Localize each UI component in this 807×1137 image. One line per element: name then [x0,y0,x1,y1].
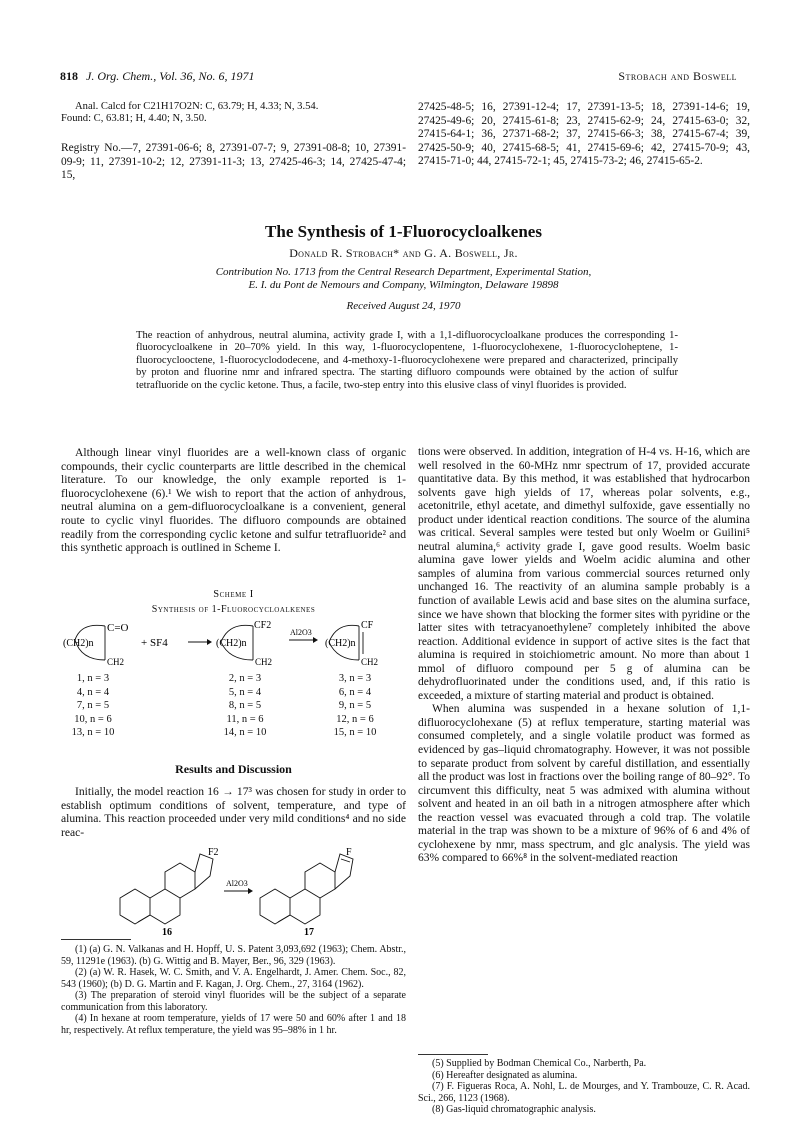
compound-entry: 5, n = 4 [228,686,262,698]
footnote-rule-right [418,1054,488,1055]
compound-entry: 7, n = 5 [76,700,110,711]
compound-entry: 13, n = 10 [71,727,115,738]
received-date: Received August 24, 1970 [346,300,461,312]
ketone-structure [63,622,129,667]
footnotes-right [418,1058,750,1116]
compound-entry: 4, n = 4 [76,686,110,698]
steroid-catalyst: Al2O3 [226,879,248,888]
compound-entry: 1, n = 3 [76,673,110,684]
arrow-1 [188,639,212,645]
steroid-17 [260,854,353,924]
arrow-2 [289,628,318,643]
f-label: F [346,847,352,858]
page-number: 818 [60,69,78,83]
compound-entry: 9, n = 5 [338,700,372,711]
steroid-16 [120,854,213,924]
results-paragraph [61,785,406,839]
running-header-left [60,69,255,84]
compound-entry: 8, n = 5 [228,700,262,711]
right-paragraph-2: When alumina was suspended in a hexane solution of 1,1-difluorocyclohexane (5) at reflux temperature, starting material was consumed completely, and a single volatile product was formed as evidenced by gas–liquid chromatography. However, it was not possible to separate product from solvent by careful distillation, and essentially all the product was lost in fractions over the boiling range of 80–92°. To circumvent this difficulty, neat 5 was admixed with alumina without solvent and heated in an oil bath in a nitrogen atmosphere after which the reaction vessel was evacuated through a cold trap. The volatile material in the trap was shown to be a mixture of 96% of 6 and 4% of cyclohexene by nmr, mass spectrum, and glc analysis. The yield was 63% compared to 66%⁸ in the solvent-mediated reaction [418,703,750,865]
footnote-2: (2) (a) W. R. Hasek, W. C. Smith, and V. A. Engelhardt, J. Amer. Chem. Soc., 82, 543 (1960); (b) D. G. Martin and F. Kagan, J. Org. Chem., 27, 3164 (1962). [61,967,406,990]
article-title: The Synthesis of 1-Fluorocycloalkenes [265,222,542,241]
running-header-authors: Strobach and Boswell [618,69,737,83]
abstract: The reaction of anhydrous, neutral alumina, activity grade I, with a 1,1-difluorocycloalkane produces the corresponding 1-fluorocycloalkene in 20–70% yield. In this way, 1-fluorocyclopentene, 1-fluorocyclohexene, 1-fluorocycloheptene, 1-fluorocyclooctene, 1-fluorocyclododecene, and 4-methoxy-1-fluorocyclohexene were prepared and characterized, principally by proton and fluorine nmr and infrared spectra. The starting difluoro compounds were obtained by the action of sulfur tetrafluoride on the cyclic ketone. Thus, a facile, two-step entry into this elusive class of vinyl fluorides is provided. [136,330,678,391]
footnote-7: (7) F. Figueras Roca, A. Nohl, L. de Mourges, and Y. Trambouze, C. R. Acad. Sci., 266, 1123 (1968). [418,1081,750,1104]
ch-label: CH2 [361,657,379,667]
compound-entry: 12, n = 6 [336,713,374,725]
label-16: 16 [162,927,172,936]
ch2-label-1: CH2 [107,657,125,667]
article-authors: Donald R. Strobach* and G. A. Boswell, Jr. [289,246,518,260]
analysis-calcd: Anal. Calcd for C21H17O2N: C, 63.79; H, 4.33; N, 3.54. [75,101,319,112]
cf2-label: CF2 [254,620,272,631]
vinyl-fluoride-structure [325,620,378,667]
ring-label-1: (CH2)n [63,638,94,649]
affiliation-line-2: E. I. du Pont de Nemours and Company, Wilmington, Delaware 19898 [248,279,559,291]
reagent-sf4: + SF4 [141,637,168,649]
compound-entry: 3, n = 3 [338,673,372,684]
right-column [418,446,750,866]
compound-entry: 14, n = 10 [223,727,267,738]
right-paragraph-1: tions were observed. In addition, integration of H-4 vs. H-16, which are well resolved in the 60-MHz nmr spectrum of 17, provided accurate quantitative data. By this method, it was established that hydrocarbon solvents gave high yields of 17, whereas polar solvents, e.g., acetonitrile, ethyl acetate, and dimethyl sulfoxide, gave essentially no product under identical reaction conditions. The source of the alumina was critical. Several samples were tested but only Woelm or Guilini⁵ neutral alumina,⁶ activity grade I, gave good results. Woelm basic alumina gave lower yields and Woelm acidic alumina and other samples of alumina from various commercial sources returned only unchanged 16. The reactivity of an alumina sample probably is a function of available Lewis acid and base sites on the alumina surface, since we have shown that blocking the former sites with pyridine or the latter sites with tetracyanoethylene⁷ completely inhibited the above reaction. Additional evidence in support of active sites is the fact that alumina is required in stoichiometric amount. No more than about 1 mmol of difluoro compound per 5 g of alumina can be dehydrofluorinated under the conditions used, and, if this ratio is exceeded, a mixture of starting material and product is obtained. [418,446,750,702]
footnote-1: (1) (a) G. N. Valkanas and H. Hopff, U. S. Patent 3,093,692 (1963); Chem. Abstr., 59, 11291e (1963). (b) G. Wittig and B. Mayer, Ber., 96, 329 (1963). [61,944,406,967]
compound-entry: 15, n = 10 [333,727,377,738]
footnote-5: (5) Supplied by Bodman Chemical Co., Narberth, Pa. [432,1058,647,1069]
intro-paragraph [61,446,406,555]
compound-entry: 11, n = 6 [226,713,264,725]
ring-label-2: (CH2)n [216,638,247,649]
scheme-subtitle: Synthesis of 1-Fluorocycloalkenes [151,604,316,615]
ketone-label: C=O [107,622,129,634]
registry-continuation: 27425-48-5; 16, 27391-12-4; 17, 27391-13-5; 18, 27391-14-6; 19, 27425-49-6; 20, 27415-61-8; 23, 27415-62-9; 24, 27415-63-0; 32, 27415-64-1; 36, 27371-68-2; 37, 27415-66-3; 38, 27415-67-4; 39, 27425-50-9; 40, 27415-68-5; 41, 27415-69-6; 42, 27415-70-9; 43, 27415-71-0; 44, 27415-72-1; 45, 27415-73-2; 46, 27415-65-2. [418,101,750,168]
analysis-block [61,101,406,126]
f2-label: F2 [208,847,219,858]
ring-label-3: (CH2)n [325,638,356,649]
affiliation [160,266,647,292]
intro-text: Although linear vinyl fluorides are a well-known class of organic compounds, their cyclic counterparts are little described in the chemical literature. To our knowledge, the only example reported is 1-fluorocyclohexene (6).¹ We wish to report that the action of anhydrous, neutral alumina on a gem-difluorocycloalkane is a convenient, general route to cyclic vinyl fluorides. The difluoro compounds are obtained readily from the corresponding cyclic ketone and sulfur tetrafluoride² and this synthetic approach is outlined in Scheme I. [61,446,406,555]
scheme-title: Scheme I [213,589,254,600]
section-heading: Results and Discussion [175,762,292,776]
compound-list-vinyl-fluorides [320,672,390,740]
difluoride-structure [216,620,272,667]
scheme-diagram [61,618,406,668]
compound-list-ketones [58,672,128,740]
compound-entry: 10, n = 6 [74,713,112,725]
journal-citation: J. Org. Chem., Vol. 36, No. 6, 1971 [86,69,255,83]
affiliation-line-1: Contribution No. 1713 from the Central Research Department, Experimental Station, [215,266,592,278]
footnotes-left [61,944,406,1036]
cf-label: CF [361,620,374,631]
compound-entry: 6, n = 4 [338,686,372,698]
results-text: Initially, the model reaction 16 → 17³ was chosen for study in order to establish optimum conditions of solvent, temperature, and type of alumina. This reaction proceeded under very mild conditions⁴ and no side reac- [61,785,406,839]
analysis-found: Found: C, 63.81; H, 4.40; N, 3.50. [61,113,207,125]
label-17: 17 [304,927,314,936]
footnote-6: (6) Hereafter designated as alumina. [432,1069,578,1081]
ch2-label-2: CH2 [255,657,273,667]
catalyst-label: Al2O3 [290,628,312,637]
steroid-reaction [110,840,370,936]
compound-list-difluorides [210,672,280,740]
compound-entry: 2, n = 3 [228,673,262,684]
footnote-rule-left [61,939,131,940]
footnote-8: (8) Gas-liquid chromatographic analysis. [432,1104,596,1115]
footnote-4: (4) In hexane at room temperature, yields of 17 were 50 and 60% after 1 and 18 hr, respectively. At reflux temperature, the yield was 95–98% in 1 hr. [61,1013,406,1036]
registry-block: Registry No.—7, 27391-06-6; 8, 27391-07-7; 9, 27391-08-8; 10, 27391-09-9; 11, 27391-10-2; 12, 27391-11-3; 13, 27425-46-3; 14, 27425-47-4; 15, [61,142,406,182]
footnote-3: (3) The preparation of steroid vinyl fluorides will be the subject of a separate communication from this laboratory. [61,990,406,1013]
